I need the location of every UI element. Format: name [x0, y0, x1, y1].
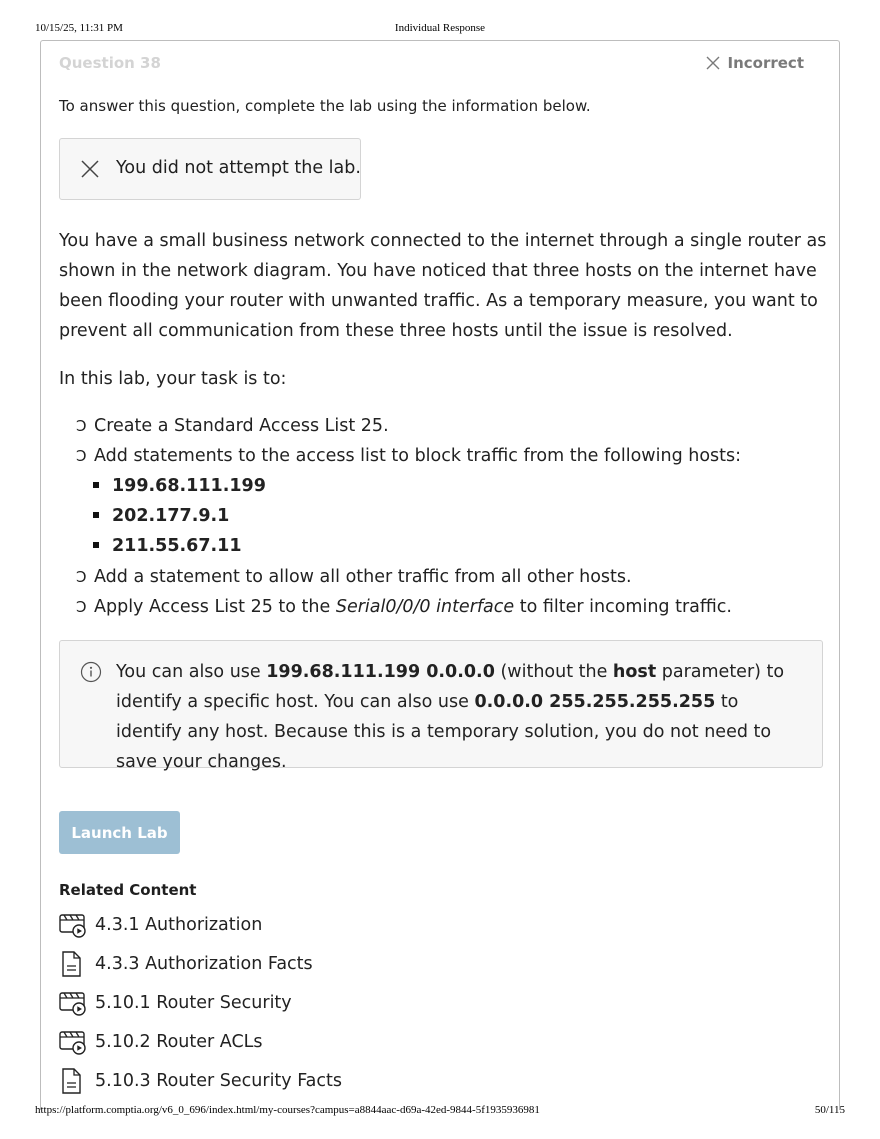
- print-title: Individual Response: [394, 22, 486, 34]
- list-item: [93, 501, 229, 531]
- list-item: Ↄ Add a statement to allow all other traffic from all other hosts.: [76, 567, 632, 587]
- attempt-notice-text: You did not attempt the lab.: [116, 158, 361, 178]
- list-item: [93, 531, 242, 561]
- host-address: 199.68.111.199: [112, 476, 266, 496]
- task-text: Add a statement to allow all other traffic from all other hosts.: [94, 567, 632, 587]
- related-item-label: 5.10.2 Router ACLs: [95, 1032, 263, 1052]
- related-item-label: 4.3.3 Authorization Facts: [95, 954, 313, 974]
- related-item-router-security[interactable]: [59, 989, 292, 1017]
- close-icon: [80, 159, 100, 179]
- task-text: Add statements to the access list to block traffic from the following hosts:: [94, 446, 742, 466]
- video-icon: [59, 990, 87, 1016]
- video-icon: [59, 912, 87, 938]
- task-text: Apply Access List 25 to the: [94, 597, 336, 617]
- document-icon: [59, 951, 87, 977]
- related-content-heading: Related Content: [59, 881, 197, 899]
- question-intro: To answer this question, complete the lab using the information below.: [59, 97, 591, 115]
- question-card: [40, 40, 840, 1110]
- tip-box: [59, 640, 823, 772]
- result-status-label: Incorrect: [727, 54, 804, 72]
- list-item: Ↄ Apply Access List 25 to the Serial0/0/0 interface to filter incoming traffic.: [76, 597, 732, 617]
- list-item: Ↄ Add statements to the access list to block traffic from the following hosts:: [76, 446, 742, 466]
- question-number: Question 38: [59, 54, 161, 72]
- info-icon: [80, 661, 102, 683]
- page-number: 50/115: [814, 1104, 845, 1116]
- task-text: Create a Standard Access List 25.: [94, 416, 389, 436]
- list-item: [93, 471, 266, 501]
- task-text: to filter incoming traffic.: [514, 597, 732, 617]
- result-status: [706, 54, 805, 72]
- interface-name: Serial0/0/0 interface: [335, 597, 515, 617]
- related-item-label: 4.3.1 Authorization: [95, 915, 263, 935]
- task-intro: In this lab, your task is to:: [59, 369, 287, 389]
- page-url: https://platform.comptia.org/v6_0_696/index.html/my-courses?campus=a8844aac-d69a-42ed-9844-5f1935936981: [35, 1104, 540, 1116]
- host-address: 202.177.9.1: [112, 506, 230, 526]
- question-header: [59, 54, 804, 74]
- scenario-paragraph: You have a small business network connected to the internet through a single router as shown in the network diagram. You have noticed that three hosts on the internet have been flooding your router with unwanted traffic. As a temporary measure, you want to prevent all communication from these three hosts until the issue is resolved.: [59, 231, 827, 341]
- print-footer: [35, 1104, 845, 1118]
- related-item-label: 5.10.3 Router Security Facts: [95, 1071, 342, 1091]
- print-date: 10/15/25, 11:31 PM: [35, 22, 123, 34]
- related-item-authorization-facts[interactable]: [59, 950, 313, 978]
- host-address: 211.55.67.11: [112, 536, 242, 556]
- launch-lab-button[interactable]: Launch Lab: [59, 811, 180, 854]
- related-item-label: 5.10.1 Router Security: [95, 993, 292, 1013]
- tip-text: You can also use 199.68.111.199 0.0.0.0 (without the host parameter) to identify a specific host. You can also use 0.0.0.0 255.255.255.255 to identify any host. Because this is a temporary solution, you do not need to save your changes.: [116, 662, 785, 772]
- print-header: [35, 22, 845, 36]
- related-item-router-security-facts[interactable]: [59, 1067, 342, 1095]
- video-icon: [59, 1029, 87, 1055]
- related-item-router-acls[interactable]: [59, 1028, 263, 1056]
- attempt-notice: [59, 138, 361, 200]
- document-icon: [59, 1068, 87, 1094]
- close-icon: [706, 56, 720, 70]
- related-item-authorization[interactable]: [59, 911, 262, 939]
- list-item: Ↄ Create a Standard Access List 25.: [76, 416, 389, 436]
